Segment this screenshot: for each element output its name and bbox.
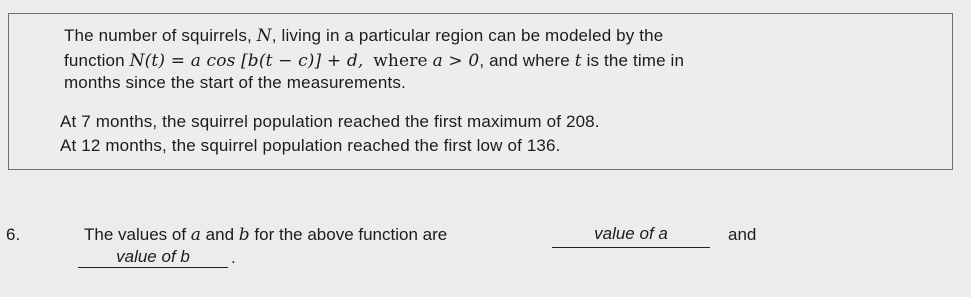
formula-lhs: N(t) = (129, 51, 191, 71)
variable-a: a (190, 225, 201, 245)
variable-b: b (238, 225, 250, 245)
question-period: . (231, 248, 236, 267)
variable-N: N (256, 26, 272, 46)
question-number: 6. (6, 225, 21, 244)
variable-t: t (574, 51, 582, 71)
problem-line-4: At 7 months, the squirrel population reached the first maximum of 208. (60, 112, 600, 131)
problem-line-2-end: is the time in (586, 51, 685, 70)
formula-where: where (373, 51, 428, 71)
question-text: The values of a and b for the above function are (84, 225, 448, 245)
answer-blank-a[interactable]: value of a (552, 225, 710, 248)
formula-condition: a > 0 (432, 51, 480, 71)
answer-blank-b[interactable]: value of b (78, 248, 228, 268)
question-tail: and (728, 225, 757, 244)
problem-line-3: months since the start of the measurements. (64, 73, 406, 92)
problem-line-5: At 12 months, the squirrel population reached the first low of 136. (60, 136, 561, 155)
problem-line-1-tail: , living in a particular region can be modeled by the (271, 26, 664, 45)
formula-rhs: a cos [b(t − c)] + d, (190, 51, 364, 71)
problem-line-1 (64, 26, 663, 46)
problem-line-2-tail: , and where (479, 51, 570, 70)
problem-line-2-text: function (64, 51, 125, 70)
problem-line-1-text: The number of squirrels, (64, 26, 252, 45)
problem-line-2 (64, 51, 684, 71)
